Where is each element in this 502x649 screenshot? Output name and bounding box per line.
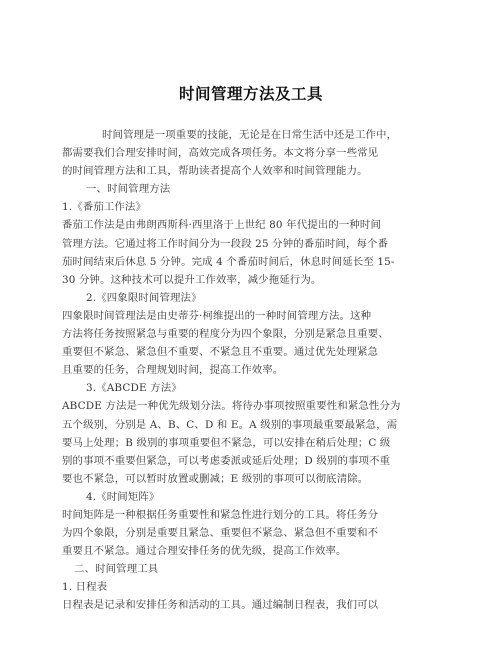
paragraph-line: 的时间管理方法和工具，帮助读者提高个人效率和时间管理能力。 — [62, 165, 368, 178]
paragraph-line: 都需要我们合理安排时间，高效完成各项任务。本文将分享一些常见 — [62, 147, 379, 160]
paragraph-line: 30 分钟。这种技术可以提升工作效率，减少拖延行为。 — [62, 273, 322, 286]
paragraph-line: 为四个象限，分别是重要且紧急、重要但不紧急、紧急但不重要和不 — [62, 527, 379, 540]
paragraph-line: 重要但不紧急、紧急但不重要、不紧急且不重要。通过优先处理紧急 — [62, 346, 379, 359]
paragraph-line: 五个级别，分别是 A、B、C、D 和 E。A 级别的事项最重要最紧急，需 — [62, 418, 398, 431]
subsection-heading: 1.《番茄工作法》 — [62, 201, 146, 214]
subsection-heading: 3.《ABCDE 方法》 — [86, 382, 182, 395]
paragraph-line: 时间管理是一项重要的技能，无论是在日常生活中还是工作中， — [102, 129, 398, 141]
paragraph-line: 四象限时间管理法是由史蒂芬·柯维提出的一种时间管理方法。这种 — [62, 309, 372, 322]
document-title: 时间管理方法及工具 — [178, 85, 323, 103]
subsection-heading: 4.《时间矩阵》 — [86, 490, 160, 503]
paragraph-line: 方法将任务按照紧急与重要的程度分为四个象限，分别是紧急且重要、 — [62, 328, 389, 341]
subsection-heading: 2.《四象限时间管理法》 — [86, 291, 202, 304]
document-body — [62, 126, 452, 615]
paragraph-line: 别的事项不重要但紧急，可以考虑委派或延后处理；D 级别的事项不重 — [62, 454, 391, 467]
subsection-heading: 1. 日程表 — [62, 581, 108, 594]
paragraph-line: 日程表是记录和安排任务和活动的工具。通过编制日程表，我们可以 — [62, 599, 379, 612]
paragraph-line: 番茄工作法是由弗朗西斯科·西里洛于上世纪 80 年代提出的一种时间 — [62, 219, 382, 232]
paragraph-line: 时间矩阵是一种根据任务重要性和紧急性进行划分的工具。将任务分 — [62, 508, 379, 521]
paragraph-line: 要马上处理；B 级别的事项重要但不紧急，可以安排在稍后处理；C 级 — [62, 436, 391, 449]
paragraph-line: 且重要的任务，合理规划时间，提高工作效率。 — [62, 364, 284, 377]
section-heading: 二、时间管理工具 — [74, 563, 159, 576]
paragraph-line: 重要且不紧急。通过合理安排任务的优先级，提高工作效率。 — [62, 545, 347, 558]
paragraph-line: ABCDE 方法是一种优先级划分法。将待办事项按照重要性和紧急性分为 — [62, 400, 401, 413]
paragraph-line: 管理方法。它通过将工作时间分为一段段 25 分钟的番茄时间，每个番 — [62, 237, 389, 250]
section-heading: 一、时间管理方法 — [86, 183, 171, 196]
paragraph-line: 要也不紧急，可以暂时放置或删减；E 级别的事项可以彻底清除。 — [62, 472, 369, 485]
paragraph-line: 茄时间结束后休息 5 分钟。完成 4 个番茄时间后，休息时间延长至 15- — [62, 255, 395, 268]
